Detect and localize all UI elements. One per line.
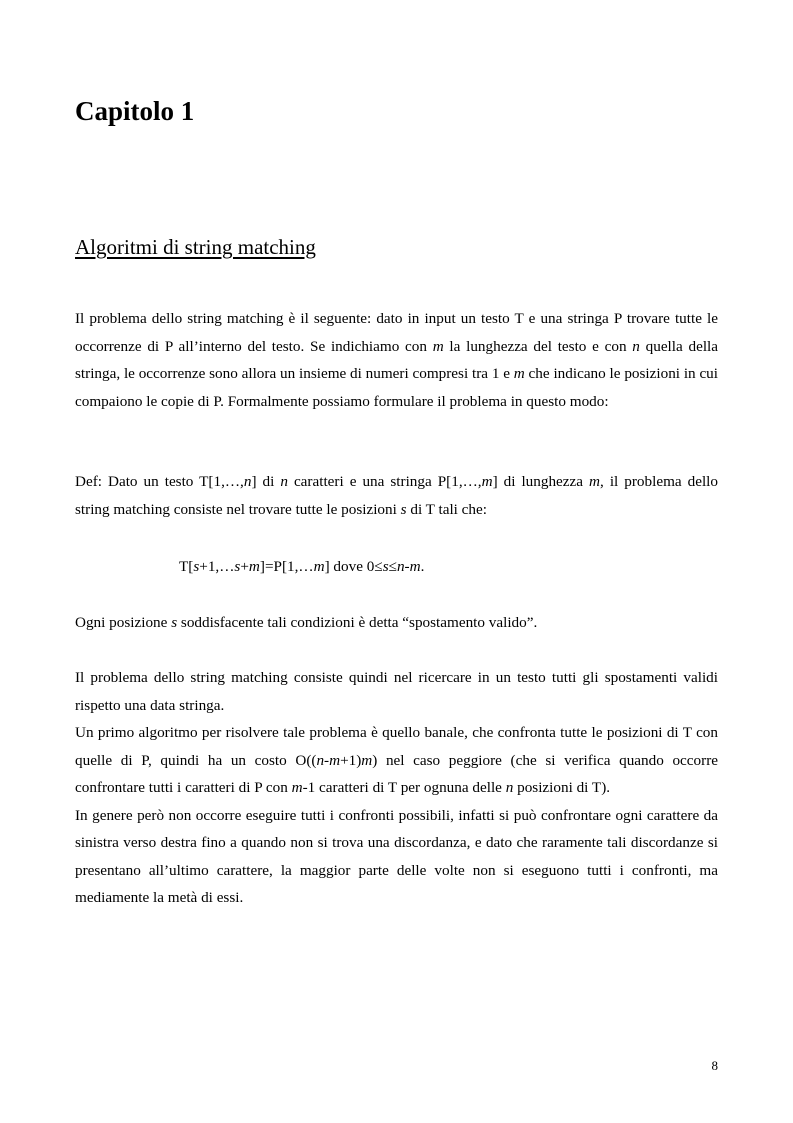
paragraph-problem-restated: Il problema dello string matching consiste quindi nel ricercare in un testo tutti gli spostamenti validi rispetto una data stringa.	[75, 669, 718, 714]
page-number: 8	[711, 1058, 718, 1073]
paragraph-valid-shift: Ogni posizione s soddisfacente tali condizioni è detta “spostamento valido”.	[75, 614, 538, 631]
section-title: Algoritmi di string matching	[75, 235, 316, 259]
paragraph-average-case: In genere però non occorre eseguire tutti i confronti possibili, infatti si può confrontare ogni carattere da sinistra verso destra fino a quando non si trova una discordanza, e dato che raramente tali discordanze si presentano all’ultimo carattere, la maggior parte delle volte non si eseguono tutti i confronti, ma mediamente la metà di essi.	[75, 806, 718, 906]
paragraph-intro: Il problema dello string matching è il seguente: dato in input un testo T e una stringa P trovare tutte le occorrenze di P all’interno del testo. Se indichiamo con m la lunghezza del testo e con n quella della stringa, le occorrenze sono allora un insieme di numeri compresi tra 1 e m che indicano le posizioni in cui compaiono le copie di P. Formalmente possiamo formulare il problema in questo modo:	[75, 310, 718, 410]
paragraph-definition: Def: Dato un testo T[1,…,n] di n caratteri e una stringa P[1,…,m] di lunghezza m, il problema dello string matching consiste nel trovare tutte le posizioni s di T tali che:	[75, 473, 718, 518]
matching-formula: T[s+1,…s+m]=P[1,…m] dove 0≤s≤n-m.	[179, 558, 425, 575]
paragraph-group-algorithm	[75, 664, 718, 912]
chapter-title: Capitolo 1	[75, 96, 195, 126]
paragraph-naive-algorithm: Un primo algoritmo per risolvere tale problema è quello banale, che confronta tutte le posizioni di T con quelle di P, quindi ha un costo O((n-m+1)m) nel caso peggiore (che si verifica quando occorre confrontare tutti i caratteri di P con m-1 caratteri di T per ognuna delle n posizioni di T).	[75, 724, 718, 796]
